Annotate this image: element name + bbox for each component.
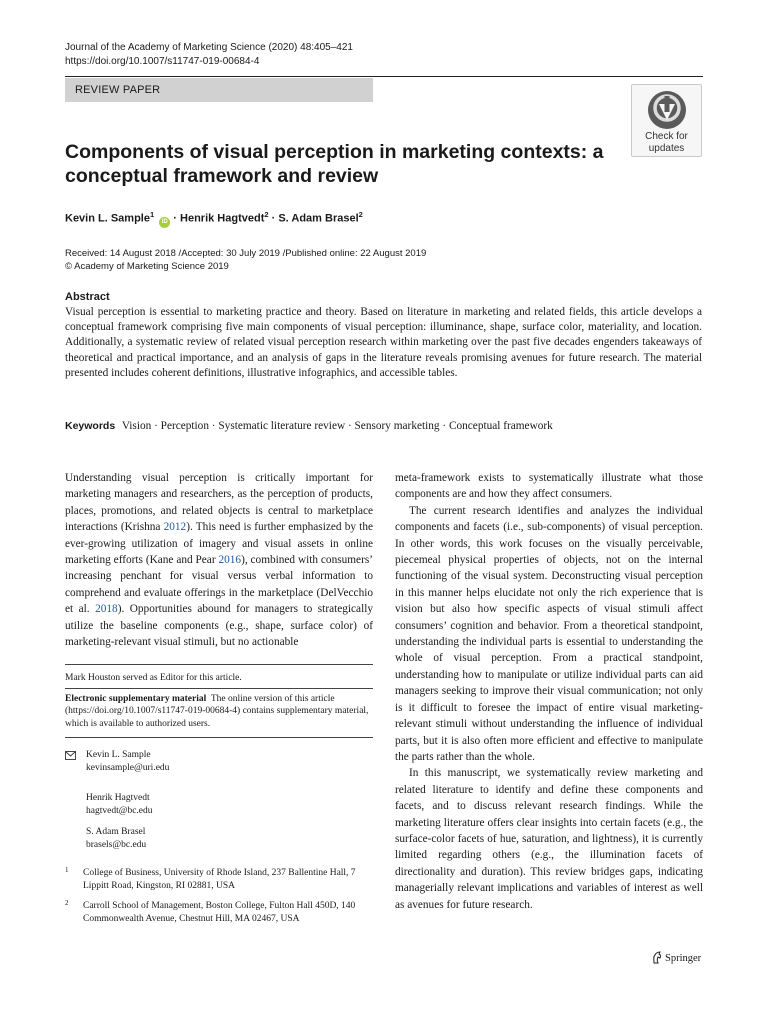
keywords-list: Vision · Perception · Systematic literature review · Sensory marketing · Conceptual framework: [121, 420, 553, 432]
body-paragraph: [65, 470, 373, 650]
body-column-left: [65, 470, 373, 650]
citation-link[interactable]: 2016: [218, 554, 242, 567]
keywords-label: Keywords: [65, 420, 116, 432]
body-paragraph: In this manuscript, we systematically review marketing and related literature to identify and define these components and facets, and to discuss relevant research findings. While the marketing literature offers clear insights into certain facets (e.g., the surface-color facets of hue, saturation, and lightness), it is currently limited regarding others (e.g., the illumination facets of directionality and duration). This review bridges gaps, indicating managerially relevant implications and variables of interest as well as avenues for future research.: [395, 767, 703, 911]
check-for-updates-badge[interactable]: [631, 84, 702, 157]
body-text: ). Opportunities abound for managers to strategically utilize the baseline components (e.g., shape, surface color) of marketing-relevant visual stimuli, but no actionable: [65, 603, 373, 649]
author-separator: ·: [173, 212, 177, 225]
affiliation: [65, 867, 373, 893]
doi-link[interactable]: https://doi.org/10.1007/s11747-019-00684-4: [65, 56, 260, 67]
author-name[interactable]: S. Adam Brasel: [278, 212, 359, 225]
citation-link[interactable]: 2018: [95, 603, 118, 616]
body-text: ). This need is further emphasized by the ever-growing utilization of imagery and visual assets in online marketing efforts (Kane and Pear: [65, 521, 373, 567]
supplementary-label: Electronic supplementary material: [65, 694, 207, 704]
affiliation-text: College of Business, University of Rhode Island, 237 Ballentine Hall, 7 Lippitt Road, Kingston, RI 02881, USA: [83, 868, 356, 891]
journal-citation: Journal of the Academy of Marketing Science (2020) 48:405–421: [65, 42, 353, 53]
author-affiliation-mark: 2: [264, 210, 269, 219]
keywords: [65, 419, 553, 433]
contact-name: Kevin L. Sample: [86, 750, 151, 760]
publisher-name: Springer: [665, 953, 702, 964]
contact-email[interactable]: kevinsample@uri.edu: [86, 763, 170, 774]
publication-dates: Received: 14 August 2018 /Accepted: 30 July 2019 /Published online: 22 August 2019: [65, 248, 427, 259]
contact-name: S. Adam Brasel: [86, 827, 146, 837]
orcid-icon[interactable]: iD: [159, 217, 170, 228]
footnote-rule: [65, 664, 373, 665]
copyright-notice: © Academy of Marketing Science 2019: [65, 261, 229, 272]
body-paragraph: meta-framework exists to systematically illustrate what those components are and how they affect consumers.: [395, 472, 703, 501]
publisher-logo: [651, 951, 701, 966]
supplementary-note: [65, 693, 373, 730]
corresponding-contact: [86, 749, 169, 776]
body-text: ), combined with consumers’ increasing penchant for visual versus verbal information to comprehend and evaluate offerings in the marketplace (DelVecchio et al.: [65, 554, 373, 616]
contact-email[interactable]: hagtvedt@bc.edu: [86, 806, 153, 817]
footnote-rule: [65, 688, 373, 689]
contact: [86, 826, 146, 853]
abstract-text: Visual perception is essential to marketing practice and theory. Based on literature in marketing and related fields, this article develops a conceptual framework comprising five main components of visual perception: illuminance, shape, surface color, materiality, and location. Additionally, a systematic review of related visual perception research within marketing over the past five decades engenders takeaways of theoretical and practical importance, and an analysis of gaps in the literature reveals promising avenues for future research. The material presented includes coherent definitions, illustrative infographics, and accessible tables.: [65, 306, 702, 379]
envelope-icon: [65, 751, 76, 760]
article-title: Components of visual perception in marketing contexts: a conceptual framework and review: [65, 141, 604, 187]
contact: [86, 792, 153, 819]
section-label: REVIEW PAPER: [65, 78, 373, 102]
author-separator: ·: [271, 212, 276, 225]
contact-email[interactable]: brasels@bc.edu: [86, 840, 147, 851]
supplementary-text: The online version of this article (https://doi.org/10.1007/s11747-019-00684-4) contains supplementary material, which is available to authorized users.: [65, 694, 369, 729]
body-column-right: [395, 470, 703, 913]
affiliation-number: 1: [65, 866, 69, 874]
affiliation-text: Carroll School of Management, Boston College, Fulton Hall 450D, 140 Commonwealth Avenue, Chestnut Hill, MA 02467, USA: [83, 901, 356, 924]
author-affiliation-mark: 1: [149, 210, 155, 219]
abstract-heading: Abstract: [65, 291, 110, 303]
badge-line-1: Check for: [645, 131, 688, 142]
author-affiliation-mark: 2: [358, 210, 363, 219]
affiliation: [65, 900, 373, 926]
author-list: [65, 208, 363, 228]
author-name[interactable]: Kevin L. Sample: [65, 212, 150, 225]
check-updates-icon: [647, 90, 687, 130]
body-paragraph: The current research identifies and analyzes the individual components and facets (i.e., sub-components) of visual perception. In other words, this work focuses on the visually perceivable, piecemeal physical properties of objects, not on the internal functioning of the visual system. Deconstructing visual perception in this manner helps elucidate not only the rich experience that is vision but also how specific aspects of visual stimuli affect consumers’ cognition and behavior. From a theoretical standpoint, understanding the individual parts is essential to understanding the whole of visual perception. From a practical standpoint, understanding how to manipulate or utilize individual parts can aid managers seeking to improve their visual communication; not only is it difficult to foresee the impact of entire visual marketing-relevant stimuli without understanding the influence of individual parts, but it is also often more efficient and effective to manipulate the parts rather than the whole.: [395, 504, 703, 763]
badge-line-2: updates: [648, 143, 685, 154]
citation-link[interactable]: 2012: [163, 521, 187, 534]
affiliation-number: 2: [65, 899, 69, 907]
header-rule: [65, 76, 703, 77]
springer-horse-icon: [651, 951, 663, 964]
contact-name: Henrik Hagtvedt: [86, 793, 150, 803]
footnote-rule: [65, 737, 373, 738]
author-name[interactable]: Henrik Hagtvedt: [180, 212, 265, 225]
body-text: Understanding visual perception is critically important for marketing managers and researchers, as the perception of products, places, promotions, and related objects is central to marketplace interactions (Krishna: [65, 472, 373, 534]
editor-note: Mark Houston served as Editor for this article.: [65, 673, 242, 683]
